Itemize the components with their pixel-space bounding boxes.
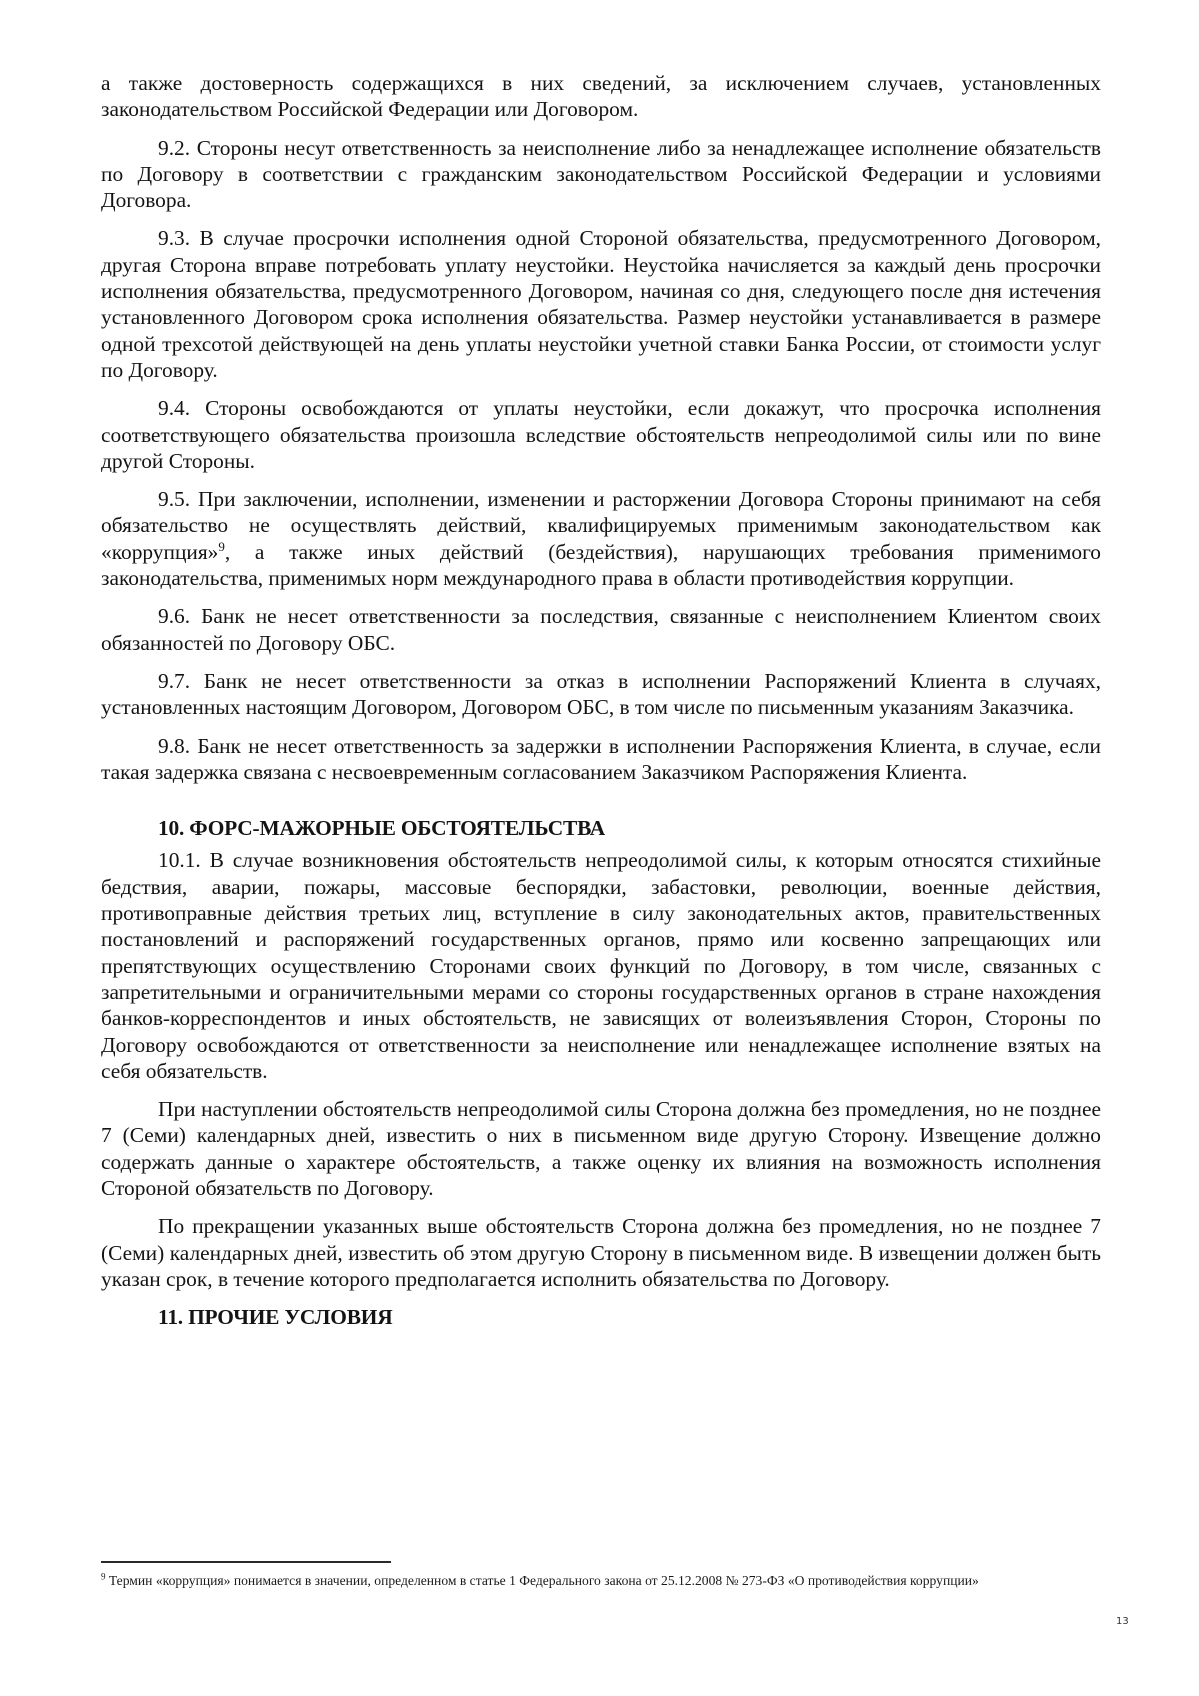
footnote-9	[101, 1572, 1101, 1589]
paragraph-force-majeure-termination: По прекращении указанных выше обстоятельств Сторона должна без промедления, но не позднее 7 (Семи) календарных дней, известить об этом другую Сторону в письменном виде. В извещении должен быть указан срок, в течение которого предполагается исполнить обязательства по Договору.	[101, 1214, 1101, 1291]
paragraph-10-1: 10.1. В случае возникновения обстоятельств непреодолимой силы, к которым относятся стихийные бедствия, аварии, пожары, массовые беспорядки, забастовки, революции, военные действия, противоправные действия третьих лиц, вступление в силу законодательных актов, правительственных постановлений и распоряжений государственных органов, прямо или косвенно запрещающих или препятствующих осуществлению Сторонами своих функций по Договору, в том числе, связанных с запретительными и ограничительными мерами со стороны государственных органов в стране нахождения банков-корреспондентов и иных обстоятельств, не зависящих от волеизъявления Сторон, Стороны по Договору освобождаются от ответственности за неисполнение или ненадлежащее исполнение взятых на себя обязательств.	[101, 848, 1101, 1083]
paragraph-force-majeure-notice: При наступлении обстоятельств непреодолимой силы Сторона должна без промедления, но не позднее 7 (Семи) календарных дней, известить о них в письменном виде другую Сторону. Извещение должно содержать данные о характере обстоятельств, а также оценку их влияния на возможность исполнения Стороной обязательств по Договору.	[101, 1097, 1101, 1200]
paragraph-9-8: 9.8. Банк не несет ответственность за задержки в исполнении Распоряжения Клиента, в случае, если такая задержка связана с несвоевременным согласованием Заказчиком Распоряжения Клиента.	[101, 733, 1101, 784]
footnote-reference[interactable]: 9	[218, 538, 225, 554]
paragraph-9-5-text-before: 9.5. При заключении, исполнении, изменении и расторжении Договора Стороны принимают на себя обязательство не осуществлять действий, квалифицируемых применимым законодательством как «коррупция»	[101, 487, 1101, 564]
paragraph-9-2: 9.2. Стороны несут ответственность за неисполнение либо за ненадлежащее исполнение обязательств по Договору в соответствии с гражданским законодательством Российской Федерации и условиями Договора.	[101, 135, 1101, 213]
page-content	[101, 70, 1101, 1330]
paragraph-9-6: 9.6. Банк не несет ответственности за последствия, связанные с неисполнением Клиентом своих обязанностей по Договору ОБС.	[101, 604, 1101, 655]
section-heading-11: 11. ПРОЧИЕ УСЛОВИЯ	[158, 1305, 393, 1330]
footnote-number: 9	[101, 1571, 106, 1582]
paragraph-9-3: 9.3. В случае просрочки исполнения одной Стороной обязательства, предусмотренного Договором, другая Сторона вправе потребовать уплату неустойки. Неустойка начисляется за каждый день просрочки исполнения обязательства, предусмотренного Договором, начиная со дня, следующего после дня истечения установленного Договором срока исполнения обязательства. Размер неустойки устанавливается в размере одной трехсотой действующей на день уплаты неустойки учетной ставки Банка России, от стоимости услуг по Договору.	[101, 226, 1101, 382]
paragraph-9-1-continuation: а также достоверность содержащихся в них сведений, за исключением случаев, установленных законодательством Российской Федерации или Договором.	[101, 71, 1101, 122]
footnote-separator	[101, 1561, 391, 1563]
page-number: 13	[1116, 1616, 1129, 1627]
paragraph-9-4: 9.4. Стороны освобождаются от уплаты неустойки, если докажут, что просрочка исполнения соответствующего обязательства произошла вследствие обстоятельств непреодолимой силы или по вине другой Стороны.	[101, 396, 1101, 473]
footnote-text: Термин «коррупция» понимается в значении, определенном в статье 1 Федерального закона от 25.12.2008 № 273-ФЗ «О противодействия коррупции»	[105, 1573, 979, 1588]
paragraph-9-5-text-after: , а также иных действий (бездействия), нарушающих требования применимого законодательства, применимых норм международного права в области противодействия коррупции.	[101, 539, 1101, 591]
section-heading-10: 10. ФОРС-МАЖОРНЫЕ ОБСТОЯТЕЛЬСТВА	[158, 816, 606, 841]
paragraph-9-7: 9.7. Банк не несет ответственности за отказ в исполнении Распоряжений Клиента в случаях, установленных настоящим Договором, Договором ОБС, в том числе по письменным указаниям Заказчика.	[101, 668, 1101, 720]
paragraph-9-5	[101, 486, 1101, 591]
